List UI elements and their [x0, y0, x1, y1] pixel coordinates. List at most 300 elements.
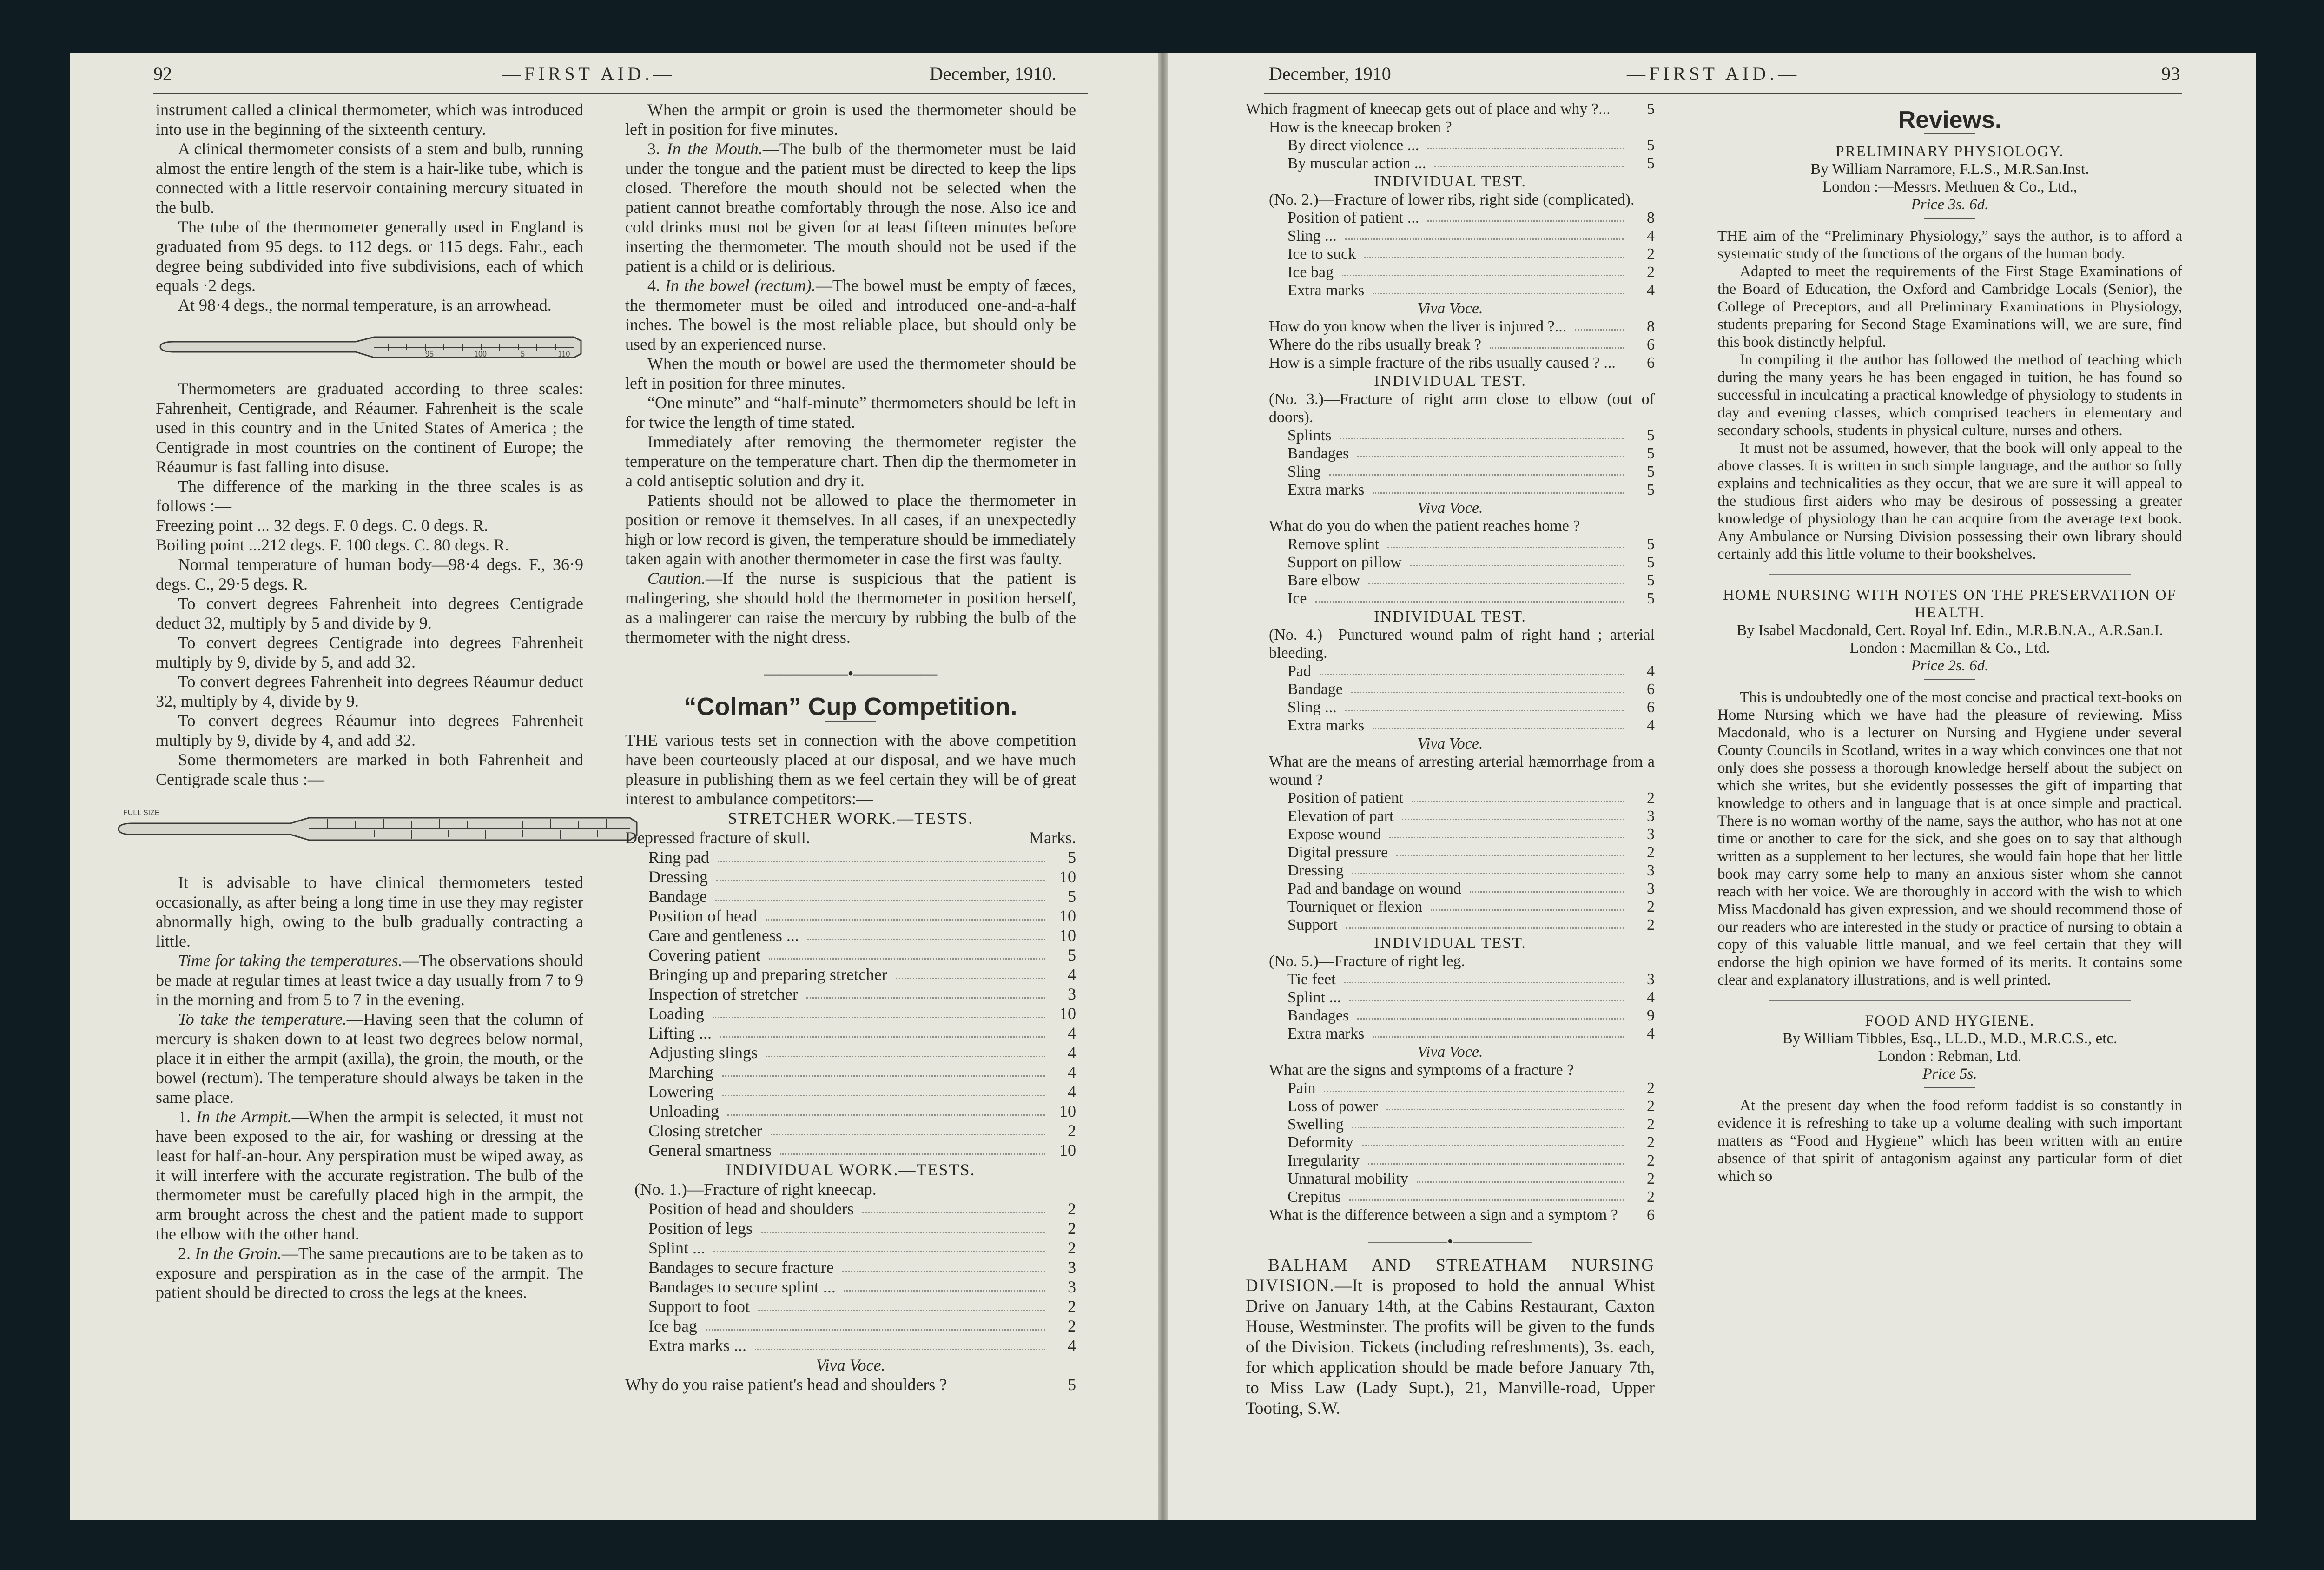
subsection-heading: INDIVIDUAL TEST.	[1374, 173, 1526, 190]
marks-row	[1287, 1079, 1655, 1097]
section-rule	[1769, 1000, 2131, 1001]
test5-viva-list	[1246, 1079, 1655, 1206]
review-price: Price 3s. 6d.	[1911, 196, 1989, 213]
marks-label: Extra marks	[1287, 1025, 1365, 1042]
marks-label: Loading	[648, 1004, 704, 1023]
test2-viva-list	[1246, 318, 1655, 354]
marks-label: Covering patient	[648, 946, 760, 964]
left-column-1	[123, 100, 584, 1302]
marks-value: 3	[1647, 826, 1655, 843]
marks-label: Lifting ...	[648, 1024, 712, 1042]
subsection-heading: INDIVIDUAL TEST.	[1374, 372, 1526, 390]
leader-dots	[718, 848, 1045, 862]
leader-dots	[1427, 136, 1624, 149]
marks-row	[1269, 318, 1655, 336]
marks-label: Sling ...	[1287, 699, 1337, 716]
question: What are the means of arresting arterial hæmorrhage from a wound ?	[1269, 753, 1655, 788]
leader-dots	[1410, 553, 1624, 566]
stretcher-marks-list	[625, 848, 1076, 1160]
review-book-title: FOOD AND HYGIENE.	[1865, 1013, 2035, 1029]
leader-dots	[713, 1238, 1045, 1252]
review-price: Price 2s. 6d.	[1911, 657, 1989, 674]
title-rule	[825, 721, 876, 722]
marks-value: 2	[1647, 245, 1655, 263]
paragraph: At 98·4 degs., the normal temperature, is an arrowhead.	[178, 296, 552, 314]
marks-row	[648, 1004, 1076, 1023]
marks-value: 4	[1647, 227, 1655, 245]
marks-value: 5	[1647, 572, 1655, 589]
marks-label: By muscular action ...	[1287, 155, 1426, 172]
section-rule	[1769, 574, 2131, 575]
marks-label: Position of patient ...	[1287, 209, 1419, 226]
right-header-date: December, 1910	[1269, 63, 1391, 84]
marks-row	[648, 1316, 1076, 1336]
marks-value: 2	[1647, 264, 1655, 281]
leader-dots	[1373, 281, 1624, 294]
marks-row	[648, 1023, 1076, 1043]
marks-row	[648, 945, 1076, 965]
marks-row	[1287, 662, 1655, 680]
paragraph	[156, 1009, 583, 1107]
marks-row	[1287, 1115, 1655, 1133]
marks-label: How do you know when the liver is injured ?...	[1269, 318, 1567, 335]
leader-dots	[1386, 1097, 1624, 1110]
marks-row	[648, 867, 1076, 887]
right-column-1	[1246, 100, 1655, 1419]
marks-row	[1287, 1170, 1655, 1188]
marks-value: 2	[1068, 1297, 1076, 1316]
paragraph: At the present day when the food reform faddist is so constantly in evidence it is refreshing to take up a volume dealing with such important matters as “Food and Hygiene” which has been written with an entire absence of that spirit of antagonism against any particular form of diet which so	[1717, 1097, 2182, 1185]
marks-value: 3	[1647, 971, 1655, 988]
paragraph: THE aim of the “Preliminary Physiology,” says the author, is to afford a systematic study of the functions of the organs of the human body.	[1717, 228, 2182, 262]
list-number: 4.	[647, 276, 665, 295]
marks-row	[648, 1297, 1076, 1316]
leader-dots	[1351, 680, 1624, 693]
marks-value: 6	[1647, 354, 1655, 371]
marks-row	[1287, 263, 1655, 281]
leader-dots	[1373, 716, 1624, 729]
marks-label: Ice bag	[648, 1317, 697, 1335]
marks-row	[1287, 970, 1655, 988]
paragraph: When the armpit or groin is used the thermometer should be left in position for five minutes.	[625, 100, 1076, 139]
leader-dots	[758, 1297, 1045, 1311]
marks-label: How is a simple fracture of the ribs usually caused ? ...	[1269, 354, 1616, 371]
marks-row	[1287, 1152, 1655, 1170]
paragraph-text: —The bowel must be empty of fæces, the thermometer must be oiled and introduced one-and-a-half inches. The bowel is the most reliable place, but should only be used by an experienced nurse.	[625, 276, 1076, 353]
paragraph	[156, 1244, 583, 1302]
leader-dots	[771, 1121, 1045, 1135]
marks-label: Sling	[1287, 463, 1321, 480]
marks-row	[1287, 789, 1655, 807]
leader-dots	[842, 1258, 1045, 1272]
marks-value: 6	[1647, 1206, 1655, 1224]
marks-value: 2	[1068, 1239, 1076, 1257]
marks-label: By direct violence ...	[1287, 137, 1419, 154]
right-header-rule	[1264, 93, 2182, 94]
marks-label: Extra marks	[1287, 481, 1365, 498]
marks-value: 2	[1647, 1134, 1655, 1151]
leader-dots	[1431, 898, 1624, 911]
marks-value: 9	[1647, 1007, 1655, 1024]
paragraph	[625, 276, 1076, 354]
marks-label: Crepitus	[1287, 1188, 1341, 1206]
marks-value: 6	[1647, 681, 1655, 698]
marks-value: 2	[1647, 1080, 1655, 1097]
marks-label: Unloading	[648, 1102, 719, 1120]
marks-label: Lowering	[648, 1082, 713, 1101]
leader-dots	[1470, 880, 1624, 893]
section-title: “Colman” Cup Competition.	[684, 693, 1017, 721]
paragraph: Adapted to meet the requirements of the First Stage Examinations of the Board of Education, the Oxford and Cambridge Locals (Senior), the College of Preceptors, and all Preliminary Examinations in Physiology, students preparing for Second Stage Examinations will, we are sure, find this book distinctly helpful.	[1717, 263, 2182, 351]
leader-dots	[1362, 1133, 1624, 1146]
marks-value: 4	[1068, 965, 1076, 984]
question: How is the kneecap broken ?	[1269, 119, 1452, 136]
marks-row	[648, 848, 1076, 867]
marks-value: 2	[1068, 1121, 1076, 1140]
marks-label: Care and gentleness ...	[648, 926, 799, 945]
left-header-rule	[153, 93, 1088, 94]
marks-label: Adjusting slings	[648, 1043, 758, 1062]
test2-marks-list	[1246, 209, 1655, 299]
leader-dots	[780, 1140, 1045, 1155]
section-ornament: —————•—————	[764, 664, 938, 682]
left-header-date: December, 1910.	[930, 63, 1056, 84]
list-number: 3.	[647, 139, 667, 158]
leader-dots	[720, 1023, 1045, 1038]
leader-dots	[716, 867, 1045, 881]
leader-dots	[1357, 1007, 1624, 1020]
leader-dots	[1357, 444, 1624, 457]
paragraph: Normal temperature of human body—98·4 degs. F., 36·9 degs. C., 29·5 degs. R.	[156, 555, 583, 593]
thermometer-illustration-1	[156, 327, 583, 367]
marks-value: 2	[1647, 1188, 1655, 1206]
paragraph	[625, 569, 1076, 647]
marks-row	[648, 1140, 1076, 1160]
marks-value: 4	[1647, 989, 1655, 1006]
list-number: 1.	[178, 1107, 196, 1126]
marks-row	[1287, 463, 1655, 481]
news-heading: BALHAM AND STREATHAM NURSING DIVISION.	[1246, 1256, 1655, 1295]
marks-row	[1287, 807, 1655, 825]
paragraph: The tube of the thermometer generally used in England is graduated from 95 degs. to 112 degs. or 115 degs. Fahr., each degree being subdivided into five subdivisions, each of which equals ·2 degs.	[156, 218, 583, 295]
review-publisher: London :—Messrs. Methuen & Co., Ltd.,	[1822, 179, 2078, 195]
marks-value: 2	[1647, 1098, 1655, 1115]
marks-label: Closing stretcher	[648, 1121, 762, 1140]
marks-row	[1287, 209, 1655, 227]
marks-label: Support to foot	[648, 1297, 750, 1316]
paragraph: To convert degrees Réaumur into degrees Fahrenheit multiply by 9, divide by 4, and add 32.	[156, 711, 583, 749]
marks-value: 2	[1647, 844, 1655, 861]
marks-row	[1287, 571, 1655, 590]
leader-dots	[1329, 463, 1624, 476]
left-column-2	[625, 100, 1076, 1394]
marks-row	[648, 1121, 1076, 1140]
marks-label: Expose wound	[1287, 826, 1381, 843]
book-gutter	[1158, 53, 1168, 1520]
marks-label: Where do the ribs usually break ?	[1269, 336, 1481, 353]
marks-label: Elevation of part	[1287, 808, 1394, 825]
test3-marks-list	[1246, 426, 1655, 499]
marks-label: Why do you raise patient's head and shoulders ?	[625, 1375, 947, 1394]
marks-value: 8	[1647, 209, 1655, 226]
marks-value: 5	[1647, 100, 1655, 118]
right-page-number: 93	[2161, 63, 2180, 84]
marks-value: 4	[1068, 1082, 1076, 1101]
leader-dots	[1324, 1079, 1624, 1092]
marks-row	[1287, 880, 1655, 898]
italic-heading: In the Mouth.	[667, 139, 763, 158]
marks-row	[1269, 336, 1655, 354]
marks-value: 4	[1647, 662, 1655, 680]
marks-value: 2	[1647, 1116, 1655, 1133]
subsection-heading: INDIVIDUAL TEST.	[1374, 934, 1526, 952]
marks-label: Remove splint	[1287, 536, 1380, 553]
marks-value: 5	[1068, 946, 1076, 964]
marks-label: Bandages to secure splint ...	[648, 1278, 836, 1296]
marks-value: 4	[1068, 1063, 1076, 1081]
paragraph: To convert degrees Fahrenheit into degrees Centigrade deduct 32, multiply by 5 and divide by 9.	[156, 594, 583, 632]
paragraph: It is advisable to have clinical thermometers tested occasionally, as after being a long time in use they may register abnormally high, owing to the bulb gradually contracting a little.	[156, 873, 583, 950]
marks-label: Bare elbow	[1287, 572, 1360, 589]
marks-row	[1287, 698, 1655, 716]
marks-value: 3	[1068, 1258, 1076, 1277]
marks-value: 6	[1647, 336, 1655, 353]
leader-dots	[1346, 916, 1624, 929]
test-title: (No. 5.)—Fracture of right leg.	[1269, 953, 1466, 970]
marks-value: 5	[1068, 848, 1076, 867]
title-rule	[1924, 679, 1975, 680]
leader-dots	[844, 1277, 1045, 1292]
section-ornament: —————•—————	[1368, 1233, 1532, 1250]
leader-dots	[1389, 825, 1624, 838]
subsection-heading: STRETCHER WORK.—TESTS.	[727, 809, 974, 828]
thermo-label: 110	[558, 349, 570, 358]
leader-dots	[755, 1336, 1045, 1350]
marks-row	[648, 1062, 1076, 1082]
marks-row	[648, 1277, 1076, 1297]
marks-label: Bandage	[648, 887, 707, 906]
paragraph: Patients should not be allowed to place the thermometer in position or remove it themselves. In all cases, if an unexpectedly high or low record is given, the temperature should be immediately taken again with another thermometer in case the first was faulty.	[625, 491, 1076, 568]
leader-dots	[1315, 590, 1624, 603]
paragraph: It must not be assumed, however, that the book will only appeal to the above classes. It is written in such simple language, and the author so fully explains and technicalities as they occur, that we are sure it will appeal to the studious first aiders who may be desirous of possessing a greater knowledge of physiology than he can acquire from the average text book. Any Ambulance or Nursing Division possessing their own library should certainly add this little volume to their bookshelves.	[1717, 440, 2182, 563]
marks-value: 5	[1647, 554, 1655, 571]
marks-value: 4	[1647, 717, 1655, 734]
broken-marks-list	[1246, 136, 1655, 172]
leader-dots	[1342, 263, 1624, 276]
marks-label: Support	[1287, 916, 1338, 934]
marks-value: 3	[1647, 880, 1655, 897]
test5-marks-list	[1246, 970, 1655, 1043]
review-author: By William Narramore, F.L.S., M.R.San.Inst.	[1810, 161, 2089, 178]
marks-label: Bandages	[1287, 445, 1349, 462]
marks-heading: Marks.	[1029, 828, 1076, 847]
marks-value: 5	[1647, 137, 1655, 154]
marks-label: Position of head	[648, 907, 757, 925]
review-publisher: London : Macmillan & Co., Ltd.	[1849, 640, 2050, 656]
marks-label: General smartness	[648, 1141, 772, 1159]
leader-dots	[1427, 209, 1624, 222]
leader-dots	[1387, 535, 1624, 548]
thermo-label: 100	[474, 349, 487, 358]
marks-row	[1287, 916, 1655, 934]
right-running-title: —FIRST AID.—	[1627, 63, 1801, 84]
marks-label: Splint ...	[648, 1239, 706, 1257]
marks-label: Position of legs	[648, 1219, 753, 1238]
test-title-row	[625, 828, 1076, 848]
leader-dots	[1373, 481, 1624, 494]
question: What do you do when the patient reaches home ?	[1269, 517, 1580, 535]
marks-label: Deformity	[1287, 1134, 1353, 1151]
leader-dots	[1417, 1170, 1624, 1183]
paragraph	[625, 139, 1076, 276]
marks-label: Pain	[1287, 1080, 1316, 1097]
marks-label: Extra marks	[1287, 717, 1365, 734]
paragraph: To convert degrees Fahrenheit into degrees Réaumur deduct 32, multiply by 4, divide by 9.	[156, 672, 583, 710]
marks-value: 10	[1059, 926, 1076, 945]
paragraph: instrument called a clinical thermometer, which was introduced into use in the beginning of the sixteenth century.	[156, 100, 583, 139]
leader-dots	[807, 926, 1045, 940]
marks-value: 10	[1059, 907, 1076, 925]
marks-value: 2	[1647, 916, 1655, 934]
marks-row	[1287, 481, 1655, 499]
marks-row	[648, 1082, 1076, 1101]
review-price: Price 5s.	[1922, 1066, 1977, 1082]
marks-value: 2	[1647, 1152, 1655, 1169]
marks-label: Tourniquet or flexion	[1287, 898, 1423, 915]
paragraph: “One minute” and “half-minute” thermometers should be left in for twice the length of time stated.	[625, 393, 1076, 431]
viva-voce-heading: Viva Voce.	[1417, 300, 1483, 317]
marks-row	[1287, 426, 1655, 444]
marks-label: Support on pillow	[1287, 554, 1402, 571]
marks-row	[648, 1043, 1076, 1062]
paragraph: A clinical thermometer consists of a stem and bulb, running almost the entire length of the stem is a hair-like tube, which is connected with a little reservoir containing mercury situated in the bulb.	[156, 139, 583, 217]
marks-label: Pad	[1287, 662, 1311, 680]
test-title: (No. 2.)—Fracture of lower ribs, right side (complicated).	[1269, 191, 1635, 208]
marks-value: 3	[1647, 862, 1655, 879]
marks-row	[648, 926, 1076, 945]
marks-value: 5	[1647, 481, 1655, 498]
marks-label: Ring pad	[648, 848, 709, 867]
leader-dots	[1364, 245, 1624, 258]
marks-row	[648, 1101, 1076, 1121]
intro-paragraph: THE various tests set in connection with the above competition have been courteously placed at our disposal, and we have much pleasure in publishing them as we feel certain they will be of great interest to ambulance competitors:—	[625, 731, 1076, 808]
marks-value: 2	[1068, 1199, 1076, 1218]
leader-dots	[713, 1004, 1045, 1018]
marks-label: Bandages to secure fracture	[648, 1258, 834, 1277]
marks-value: 5	[1647, 155, 1655, 172]
marks-label: Dressing	[1287, 862, 1344, 879]
marks-row	[625, 1375, 1076, 1394]
marks-label: Splints	[1287, 427, 1332, 444]
leader-dots	[1349, 1188, 1624, 1201]
marks-row	[648, 1238, 1076, 1258]
leader-dots	[1344, 970, 1624, 983]
review-book-title: PRELIMINARY PHYSIOLOGY.	[1835, 143, 2064, 160]
leader-dots	[1345, 698, 1624, 711]
test-title: Depressed fracture of skull.	[625, 828, 810, 847]
leader-dots	[1345, 227, 1624, 240]
marks-label: Position of head and shoulders	[648, 1199, 854, 1218]
italic-heading: Time for taking the temperatures.	[178, 951, 403, 970]
paragraph: To convert degrees Centigrade into degrees Fahrenheit multiply by 9, divide by 5, and add 32.	[156, 633, 583, 671]
paragraph-text: —The observations should be made at regular times at least twice a day usually from 7 to 9 in the morning and from 5 to 7 in the evening.	[156, 951, 584, 1009]
paragraph: The difference of the marking in the three scales is as follows :—	[156, 477, 583, 515]
marks-label: Sling ...	[1287, 227, 1337, 245]
italic-heading: In the Armpit.	[196, 1107, 292, 1126]
review-book-title: HOME NURSING WITH NOTES ON THE PRESERVATION OF HEALTH.	[1723, 587, 2177, 621]
thermometer-illustration-2	[95, 805, 644, 845]
marks-value: 5	[1068, 887, 1076, 906]
title-rule	[1924, 1087, 1975, 1088]
test3-viva-list	[1246, 535, 1655, 608]
marks-value: 4	[1647, 282, 1655, 299]
marks-label: Ice to suck	[1287, 245, 1356, 263]
test-title: (No. 4.)—Punctured wound palm of right hand ; arterial bleeding.	[1269, 626, 1655, 662]
paragraph-text: —When the armpit is selected, it must not have been exposed to the air, for washing or dressing at the least for half-an-hour. Any perspiration must be wiped away, as it will interfere with the accurate registration. The bulb of the thermometer must be carefully placed high in the armpit, the arm brought across the chest and the patient made to support the elbow with the other hand.	[156, 1107, 583, 1243]
marks-label: Bandages	[1287, 1007, 1349, 1024]
reviews-title: Reviews.	[1898, 106, 2002, 133]
marks-value: 10	[1059, 1004, 1076, 1023]
marks-row	[1287, 843, 1655, 861]
paragraph-text: —Having seen that the column of mercury is shaken down to at least two degrees below normal, place it in either the armpit (axilla), the groin, the mouth, or the bowel (rectum). The temperature should always be taken in the same place.	[156, 1010, 583, 1106]
italic-heading: Caution.	[647, 569, 706, 588]
marks-label: Irregularity	[1287, 1152, 1360, 1169]
marks-row	[648, 1199, 1076, 1219]
leader-dots	[896, 965, 1045, 979]
marks-row	[1287, 281, 1655, 299]
marks-row	[648, 984, 1076, 1004]
marks-row	[1287, 245, 1655, 263]
leader-dots	[1368, 571, 1624, 584]
marks-value: 3	[1068, 985, 1076, 1003]
marks-value: 10	[1059, 868, 1076, 886]
leader-dots	[1373, 1025, 1624, 1038]
boiling-point-line: Boiling point ...212 degs. F. 100 degs. C. 80 degs. R.	[156, 536, 509, 554]
marks-value: 2	[1647, 898, 1655, 915]
marks-value: 6	[1647, 699, 1655, 716]
leader-dots	[1412, 789, 1624, 802]
review-author: By William Tibbles, Esq., LL.D., M.D., M.R.C.S., etc.	[1782, 1030, 2118, 1047]
marks-row	[648, 965, 1076, 984]
paragraph: Immediately after removing the thermometer register the temperature on the temperature chart. Then dip the thermometer in a cold antiseptic solution and dry it.	[625, 432, 1076, 490]
left-page-number: 92	[153, 63, 172, 84]
marks-row	[1246, 354, 1655, 372]
paragraph: Thermometers are graduated according to three scales: Fahrenheit, Centigrade, and Réaumer. Fahrenheit is the scale used in this country and in the United States of America ; the Centigrade in most countries on the continent of Europe; the Réaumur is fast falling into disuse.	[156, 379, 583, 476]
marks-row	[1287, 553, 1655, 571]
marks-row	[1246, 1206, 1655, 1224]
marks-value: 3	[1068, 1278, 1076, 1296]
leader-dots	[862, 1199, 1045, 1213]
marks-value: 4	[1068, 1024, 1076, 1042]
marks-label: Ice	[1287, 590, 1307, 607]
leader-dots	[706, 1316, 1045, 1331]
marks-label: Bandage	[1287, 681, 1343, 698]
paragraph-text: —The bulb of the thermometer must be laid under the tongue and the patient must be directed to keep the lips closed. Therefore the mouth should not be selected when the patient cannot breathe comfortably through the nose. Also ice and cold drinks must not be given for at least fifteen minutes before inserting the thermometer. The mouth should not be used if the patient is a child or is delirious.	[625, 139, 1076, 275]
marks-row	[1287, 1097, 1655, 1115]
marks-value: 4	[1647, 1025, 1655, 1042]
marks-value: 2	[1647, 1170, 1655, 1187]
marks-row	[1287, 535, 1655, 553]
leader-dots	[1352, 1115, 1624, 1128]
leader-dots	[1349, 988, 1624, 1001]
review-publisher: London : Rebman, Ltd.	[1878, 1048, 2022, 1065]
viva-voce-heading: Viva Voce.	[1417, 499, 1483, 517]
italic-heading: In the Groin.	[195, 1244, 282, 1263]
marks-label: What is the difference between a sign and a symptom ?	[1269, 1206, 1618, 1224]
marks-value: 5	[1647, 427, 1655, 444]
marks-value: 10	[1059, 1141, 1076, 1159]
test4-marks-list	[1246, 662, 1655, 735]
